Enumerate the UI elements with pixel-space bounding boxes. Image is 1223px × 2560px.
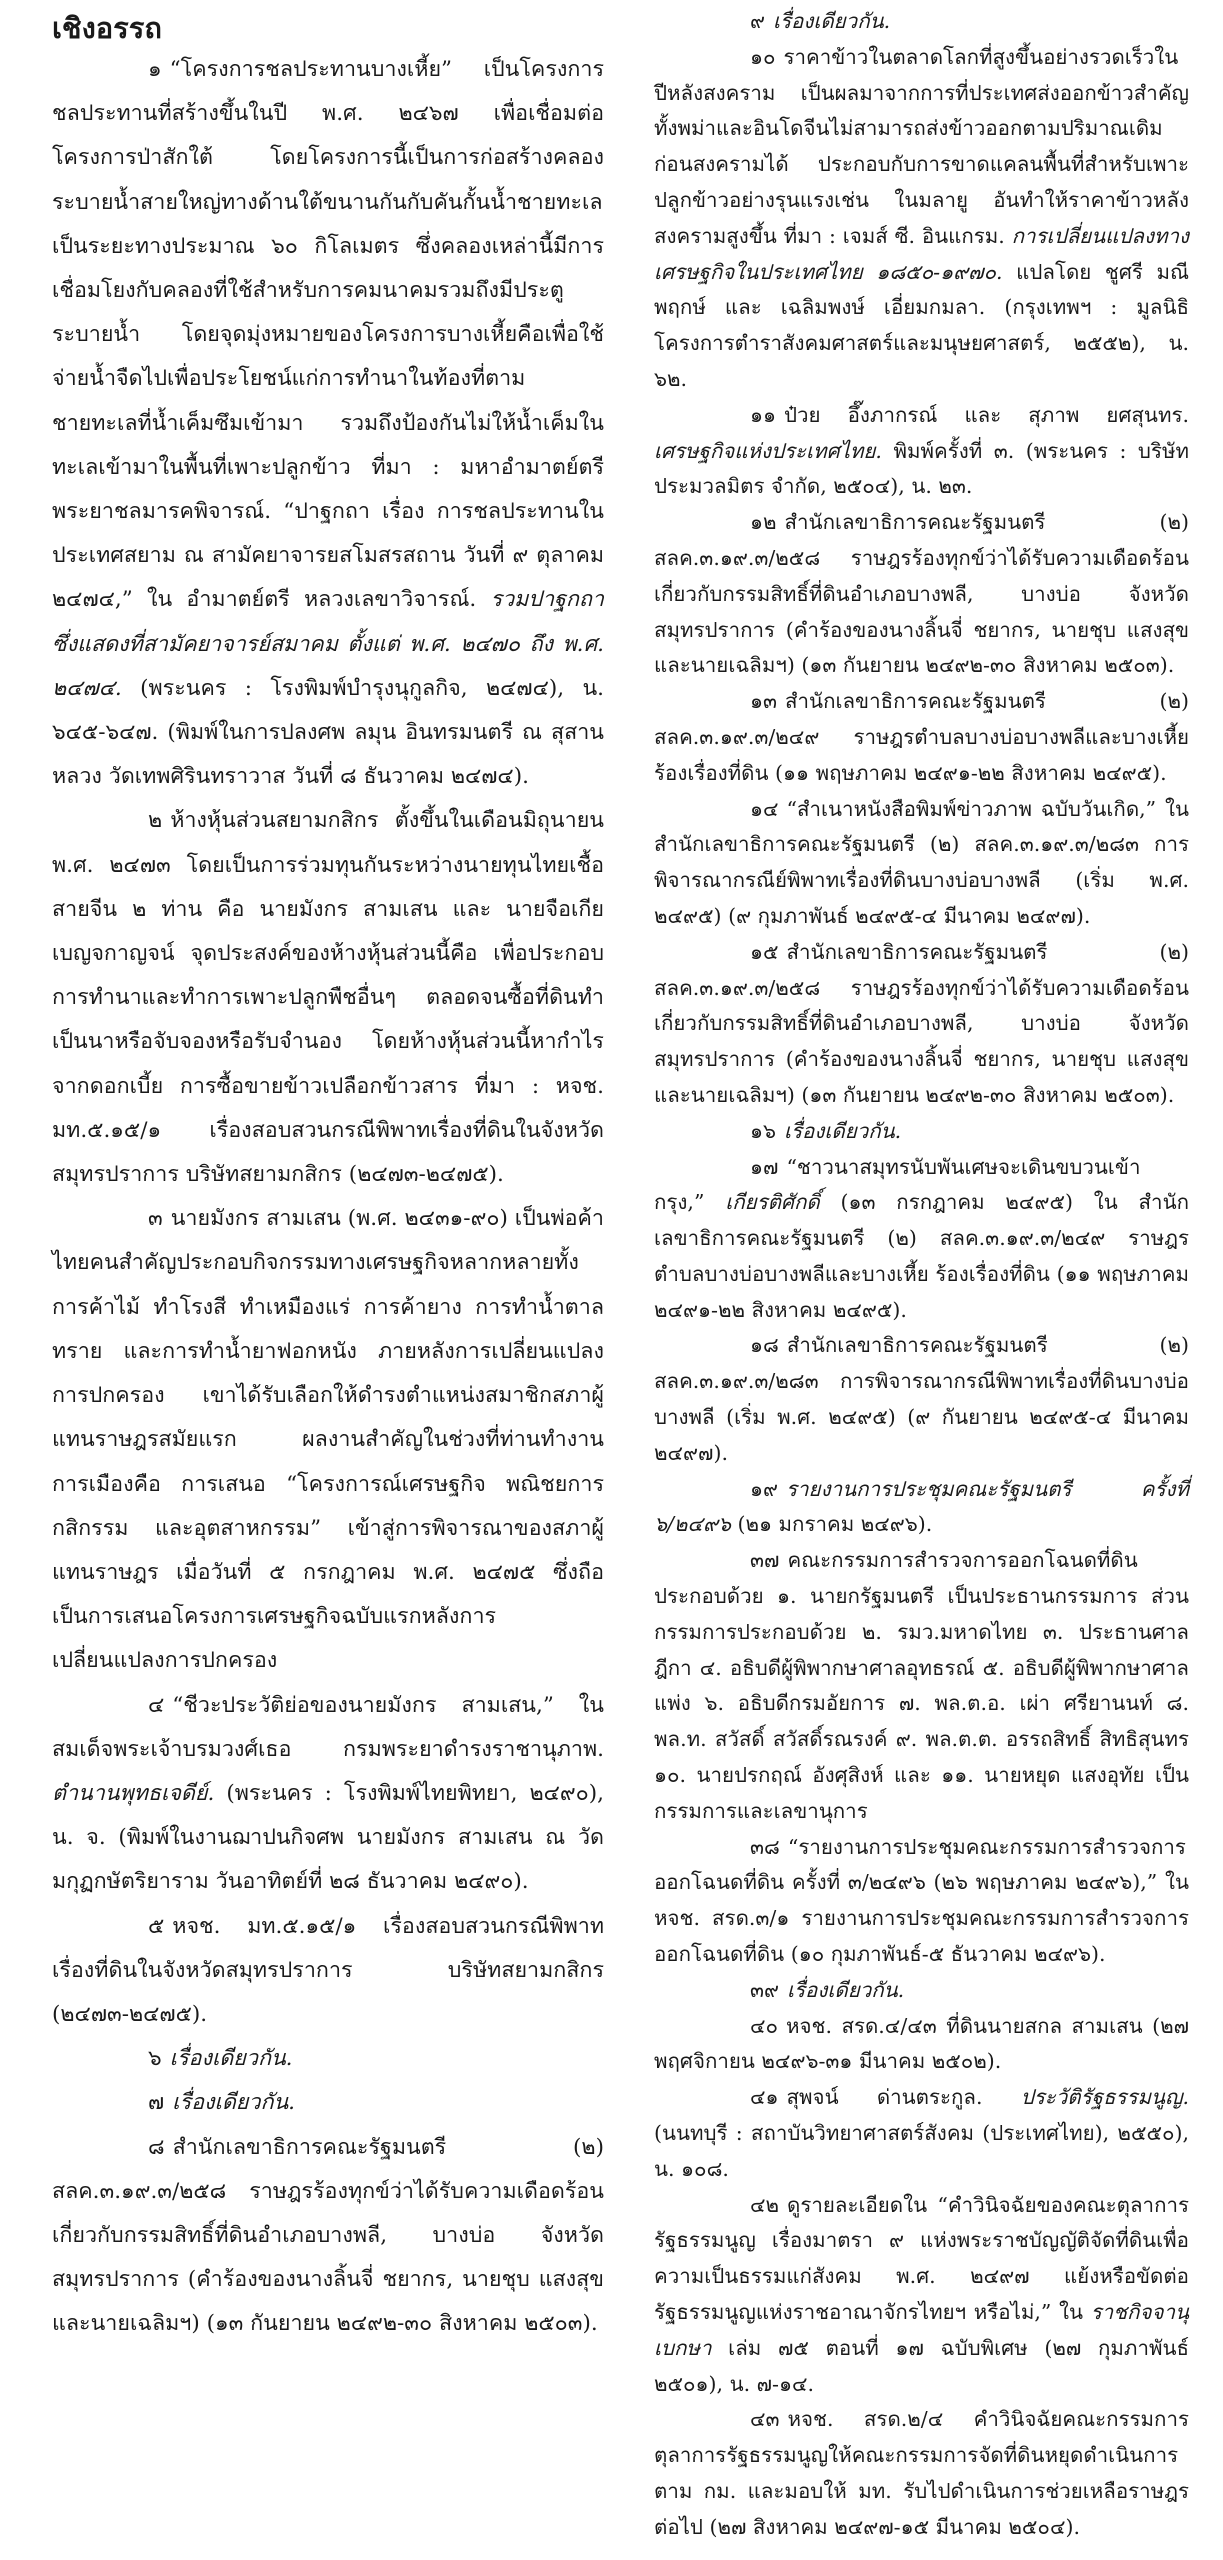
footnote-text: (พระนคร : โรงพิมพ์บำรุงนุกูลกิจ, ๒๔๗๔), น. ๖๔๕-๖๔๗. (พิมพ์ในการปลงศพ ลมุน อินทรมนตรี ณ สุสานหลวง วัดเทพศิรินทราวาส วันที่ ๘ ธันวาคม ๒๔๗๔). — [52, 675, 604, 790]
footnote-number: ๑๘ — [750, 1333, 779, 1358]
footnote — [654, 2402, 1189, 2545]
footnote-number: ๑๑ — [750, 402, 777, 427]
footnote-text: หจช. สรด.๒/๔ คำวินิจฉัยคณะกรรมการตุลาการรัฐธรรมนูญให้คณะกรรมการจัดที่ดินหยุดดำเนินการตาม กม. และมอบให้ มท. รับไปดำเนินการช่วยเหลือราษฎรต่อไป (๒๗ สิงหาคม ๒๔๙๗-๑๕ มีนาคม ๒๕๐๔). — [654, 2407, 1189, 2539]
footnote-text: หจช. มท.๕.๑๕/๑ เรื่องสอบสวนกรณีพิพาทเรื่องที่ดินในจังหวัดสมุทรปราการ บริษัทสยามกสิกร (๒๔๗๓-๒๔๗๕). — [52, 1913, 604, 2027]
footnote-title-italic: ตำนานพุทธเจดีย์. — [52, 1780, 215, 1806]
right-column — [654, 0, 1189, 2546]
footnote — [654, 1472, 1189, 1544]
footnote-title-italic: เรื่องเดียวกัน. — [787, 1977, 905, 2002]
footnote-text: “สำเนาหนังสือพิมพ์ข่าวภาพ ฉบับวันเกิด,” ใน สำนักเลขาธิการคณะรัฐมนตรี (๒) สลค.๓.๑๙.๓/๒๘๓ การพิจารณากรณีย์พิพาทเรื่องที่ดินบางบ่อบางพลี (เริ่ม พ.ศ. ๒๔๙๕) (๙ กุมภาพันธ์ ๒๔๙๕-๔ มีนาคม ๒๔๙๗). — [654, 796, 1189, 928]
footnote — [52, 2037, 604, 2081]
footnote-title-italic: เรื่องเดียวกัน. — [773, 9, 891, 33]
footnote-text: สำนักเลขาธิการคณะรัฐมนตรี (๒) สลค.๓.๑๙.๓/๒๕๘ ราษฎรร้องทุกข์ว่าได้รับความเดือดร้อนเกี่ยวกับกรรมสิทธิ์ที่ดินอำเภอบางพลี, บางบ่อ จังหวัดสมุทรปราการ (คำร้องของนางลิ้นจี่ ชยากร, นายชุบ แสงสุข และนายเฉลิมฯ) (๑๓ กันยายน ๒๔๙๒-๓๐ สิงหาคม ๒๕๐๓). — [52, 2134, 604, 2337]
footnote — [52, 1905, 604, 2038]
footnote-title-italic: เรื่องเดียวกัน. — [169, 2046, 293, 2072]
footnote-text: สำนักเลขาธิการคณะรัฐมนตรี (๒) สลค.๓.๑๙.๓/๒๕๘ ราษฎรร้องทุกข์ว่าได้รับความเดือดร้อนเกี่ยวกับกรรมสิทธิ์ที่ดินอำเภอบางพลี, บางบ่อ จังหวัดสมุทรปราการ (คำร้องของนางลิ้นจี่ ชยากร, นายชุบ แสงสุข และนายเฉลิมฯ) (๑๓ กันยายน ๒๔๙๒-๓๐ สิงหาคม ๒๕๐๓). — [654, 510, 1189, 678]
footnote — [52, 48, 604, 799]
footnote-title-italic: เกียรติศักดิ์ — [725, 1190, 820, 1215]
footnote-title-italic: เรื่องเดียวกัน. — [784, 1118, 902, 1143]
footnote-text: นายมังกร สามเสน (พ.ศ. ๒๔๓๑-๙๐) เป็นพ่อค้าไทยคนสำคัญประกอบกิจกรรมทางเศรษฐกิจหลากหลายทั้งการค้าไม้ ทำโรงสี ทำเหมืองแร่ การค้ายาง การทำน้ำตาลทราย และการทำน้ำยาฟอกหนัง ภายหลังการเปลี่ยนแปลงการปกครอง เขาได้รับเลือกให้ดำรงตำแหน่งสมาชิกสภาผู้แทนราษฎรสมัยแรก ผลงานสำคัญในช่วงที่ท่านทำงานการเมืองคือ การเสนอ “โครงการณ์เศรษฐกิจ พณิชยการ กสิกรรม และอุตสาหกรรม” เข้าสู่การพิจารณาของสภาผู้แทนราษฎร เมื่อวันที่ ๕ กรกฎาคม พ.ศ. ๒๔๗๕ ซึ่งถือเป็นการเสนอโครงการเศรษฐกิจฉบับแรกหลังการเปลี่ยนแปลงการปกครอง — [52, 1206, 604, 1674]
footnote-number: ๔๒ — [750, 2192, 780, 2217]
footnote-number: ๔๓ — [750, 2407, 780, 2432]
footnote — [654, 1543, 1189, 1829]
footnote — [52, 1197, 604, 1683]
footnote-title-italic: ราชกิจจานุเบกษา — [654, 2300, 1189, 2360]
footnote — [654, 4, 1189, 40]
footnote-text: เล่ม ๗๕ ตอนที่ ๑๗ ฉบับพิเศษ (๒๗ กุมภาพันธ์ ๒๕๐๑), น. ๗-๑๔. — [654, 2335, 1189, 2396]
footnote-text: ราคาข้าวในตลาดโลกที่สูงขึ้นอย่างรวดเร็วในปีหลังสงคราม เป็นผลมาจากการที่ประเทศส่งออกข้าวสำคัญทั้งพม่าและอินโดจีนไม่สามารถส่งข้าวออกตามปริมาณเดิมก่อนสงครามได้ ประกอบกับการขาดแคลนพื้นที่สำหรับเพาะปลูกข้าวอย่างรุนแรงเช่น ในมลายู อันทำให้ราคาข้าวหลังสงครามสูงขึ้น ที่มา : เจมส์ ซี. อินแกรม. — [654, 44, 1189, 248]
footnote-number: ๔๑ — [750, 2085, 779, 2110]
footnote — [654, 398, 1189, 505]
footnote-number: ๓๙ — [750, 1977, 780, 2002]
footnote-text: “ชีวะประวัติย่อของนายมังกร สามเสน,” ใน สมเด็จพระเจ้าบรมวงศ์เธอ กรมพระยาดำรงราชานุภาพ. — [52, 1692, 604, 1762]
footnote-title-italic: เศรษฐกิจแห่งประเทศไทย. — [654, 438, 882, 463]
left-footnotes — [52, 0, 604, 2347]
footnote-number: ๑๖ — [750, 1118, 777, 1143]
footnote-text: (๑๓ กรกฎาคม ๒๔๙๕) ใน สำนักเลขาธิการคณะรัฐมนตรี (๒) สลค.๓.๑๙.๓/๒๔๙ ราษฎรตำบลบางบ่อบางพลีและบางเหี้ย ร้องเรื่องที่ดิน (๑๑ พฤษภาคม ๒๔๙๑-๒๒ สิงหาคม ๒๔๙๕). — [654, 1190, 1189, 1322]
footnote-title-italic: ประวัติรัฐธรรมนูญ. — [1020, 2085, 1189, 2110]
footnote — [654, 2009, 1189, 2081]
footnote-text: “ชาวนาสมุทรนับพันเศษจะเดินขบวนเข้ากรุง,” — [654, 1154, 1141, 1215]
footnote-number: ๑๕ — [750, 939, 779, 964]
footnote-number: ๔ — [148, 1692, 165, 1718]
footnote-text: (พระนคร : โรงพิมพ์ไทยพิทยา, ๒๔๙๐), น. จ. (พิมพ์ในงานฌาปนกิจศพ นายมังกร สามเสน ณ วัดมกุฏกษัตริยาราม วันอาทิตย์ที่ ๒๘ ธันวาคม ๒๔๙๐). — [52, 1780, 604, 1895]
footnote-number: ๔๐ — [750, 2013, 779, 2038]
footnote-number: ๑๔ — [750, 796, 779, 821]
footnote — [52, 799, 604, 1197]
footnote — [654, 1830, 1189, 1973]
footnote-text: คณะกรรมการสำรวจการออกโฉนดที่ดิน ประกอบด้วย ๑. นายกรัฐมนตรี เป็นประธานกรรมการ ส่วนกรรมการประกอบด้วย ๒. รมว.มหาดไทย ๓. ประธานศาลฎีกา ๔. อธิบดีผู้พิพากษาศาลอุทธรณ์ ๕. อธิบดีผู้พิพากษาศาลแพ่ง ๖. อธิบดีกรมอัยการ ๗. พล.ต.อ. เผ่า ศรียานนท์ ๘. พล.ท. สวัสดิ์ สวัสดิ์รณรงค์ ๙. พล.ต.ต. อรรถสิทธิ์ สิทธิสุนทร ๑๐. นายปรกฤณ์ อังศุสิงห์ และ ๑๑. นายหยุด แสงอุทัย เป็นกรรมการและเลขานุการ — [654, 1548, 1189, 1823]
footnote-text: สำนักเลขาธิการคณะรัฐมนตรี (๒) สลค.๓.๑๙.๓/๒๘๓ การพิจารณากรณีพิพาทเรื่องที่ดินบางบ่อบางพลี (เริ่ม พ.ศ. ๒๔๙๕) (๙ กันยายน ๒๔๙๕-๔ มีนาคม ๒๔๙๗). — [654, 1333, 1189, 1465]
footnote-number: ๓๘ — [750, 1834, 780, 1859]
footnote-text: ห้างหุ้นส่วนสยามกสิกร ตั้งขึ้นในเดือนมิถุนายน พ.ศ. ๒๔๗๓ โดยเป็นการร่วมทุนกันระหว่างนายทุนไทยเชื้อสายจีน ๒ ท่าน คือ นายมังกร สามเสน และ นายจือเกีย เบญจกาญจน์ จุดประสงค์ของห้างหุ้นส่วนนี้คือ เพื่อประกอบการทำนาและทำการเพาะปลูกพืชอื่นๆ ตลอดจนซื้อที่ดินทำเป็นนาหรือจับจองหรือรับจำนอง โดยห้างหุ้นส่วนนี้หากำไรจากดอกเบี้ย การซื้อขายข้าวเปลือกข้าวสาร ที่มา : หจช. มท.๕.๑๕/๑ เรื่องสอบสวนกรณีพิพาทเรื่องที่ดินในจังหวัดสมุทรปราการ บริษัทสยามกสิกร (๒๔๗๓-๒๔๗๕). — [52, 808, 604, 1188]
footnote-title-italic: การเปลี่ยนแปลงทางเศรษฐกิจในประเทศไทย ๑๘๕๐-๑๙๗๐. — [654, 223, 1189, 284]
footnote — [654, 1973, 1189, 2009]
footnote — [654, 935, 1189, 1114]
footnote — [654, 2080, 1189, 2187]
footnote-number: ๗ — [148, 2090, 165, 2116]
footnote-text: หจช. สรด.๔/๔๓ ที่ดินนายสกล สามเสน (๒๗ พฤศจิกายน ๒๔๙๖-๓๑ มีนาคม ๒๕๐๒). — [654, 2013, 1189, 2074]
footnotes-heading: เชิงอรรถ — [52, 11, 162, 45]
footnote — [52, 2081, 604, 2125]
footnote — [654, 792, 1189, 935]
footnote-text: แปลโดย ชูศรี มณีพฤกษ์ และ เฉลิมพงษ์ เอี่ยมกมลา. (กรุงเทพฯ : มูลนิธิโครงการตำราสังคมศาสตร์และมนุษยศาสตร์, ๒๕๕๒), น. ๖๒. — [654, 259, 1189, 391]
footnote-text: (นนทบุรี : สถาบันวิทยาศาสตร์สังคม (ประเทศไทย), ๒๕๕๐), น. ๑๐๘. — [654, 2121, 1189, 2181]
left-column — [52, 0, 604, 2347]
footnote — [654, 2188, 1189, 2403]
footnote-title-italic: รายงานการประชุมคณะรัฐมนตรี ครั้งที่ ๖/๒๔๙๖ — [654, 1476, 1189, 1537]
footnote-text: สุพจน์ ด่านตระกูล. — [786, 2085, 1021, 2110]
footnote — [654, 1114, 1189, 1150]
footnote-number: ๖ — [148, 2046, 162, 2072]
footnote-number: ๑๓ — [750, 689, 778, 714]
footnote — [654, 40, 1189, 398]
footnote — [654, 505, 1189, 684]
footnote-number: ๓ — [148, 1206, 163, 1232]
footnote-text: ป๋วย อึ๊งภากรณ์ และ สุภาพ ยศสุนทร. — [784, 402, 1189, 427]
footnote-number: ๙ — [750, 9, 766, 33]
footnote-number: ๘ — [148, 2134, 165, 2160]
footnote — [654, 684, 1189, 791]
footnote-number: ๓๗ — [750, 1548, 780, 1573]
footnote — [52, 2126, 604, 2347]
footnote-text: “โครงการชลประทานบางเหี้ย” เป็นโครงการชลประทานที่สร้างขึ้นในปี พ.ศ. ๒๔๖๗ เพื่อเชื่อมต่อโครงการป่าสักใต้ โดยโครงการนี้เป็นการก่อสร้างคลองระบายน้ำสายใหญ่ทางด้านใต้ขนานกันกับคันกั้นน้ำชายทะเลเป็นระยะทางประมาณ ๖๐ กิโลเมตร ซึ่งคลองเหล่านี้มีการเชื่อมโยงกับคลองที่ใช้สำหรับการคมนาคมรวมถึงมีประตูระบายน้ำ โดยจุดมุ่งหมายของโครงการบางเหี้ยคือเพื่อใช้จ่ายน้ำจืดไปเพื่อประโยชน์แก่การทำนาในท้องที่ตามชายทะเลที่น้ำเค็มซึมเข้ามา รวมถึงป้องกันไม่ให้น้ำเค็มในทะเลเข้ามาในพื้นที่เพาะปลูกข้าว ที่มา : มหาอำมาตย์ตรี พระยาชลมารคพิจารณ์. “ปาฐกถา เรื่อง การชลประทานในประเทศสยาม ณ สามัคยาจารยสโมสรสถาน วันที่ ๙ ตุลาคม ๒๔๗๔,” ใน อำมาตย์ตรี หลวงเลขาวิจารณ์. — [52, 57, 604, 613]
footnote-number: ๑๗ — [750, 1154, 779, 1179]
footnote — [654, 1150, 1189, 1329]
footnote-text: สำนักเลขาธิการคณะรัฐมนตรี (๒) สลค.๓.๑๙.๓/๒๔๙ ราษฎรตำบลบางบ่อบางพลีและบางเหี้ย ร้องเรื่องที่ดิน (๑๑ พฤษภาคม ๒๔๙๑-๒๒ สิงหาคม ๒๔๙๕). — [654, 689, 1189, 785]
footnote-text: สำนักเลขาธิการคณะรัฐมนตรี (๒) สลค.๓.๑๙.๓/๒๕๘ ราษฎรร้องทุกข์ว่าได้รับความเดือดร้อนเกี่ยวกับกรรมสิทธิ์ที่ดินอำเภอบางพลี, บางบ่อ จังหวัดสมุทรปราการ (คำร้องของนางลิ้นจี่ ชยากร, นายชุบ แสงสุข และนายเฉลิมฯ) (๑๓ กันยายน ๒๔๙๒-๓๐ สิงหาคม ๒๕๐๓). — [654, 939, 1189, 1107]
footnote-text: (๒๑ มกราคม ๒๔๙๖). — [730, 1512, 933, 1537]
footnote-number: ๕ — [148, 1913, 165, 1939]
footnote-text: ดูรายละเอียดใน “คำวินิจฉัยของคณะตุลาการรัฐธรรมนูญ เรื่องมาตรา ๙ แห่งพระราชบัญญัติจัดที่ดินเพื่อความเป็นธรรมแก่สังคม พ.ศ. ๒๔๙๗ แย้งหรือขัดต่อรัฐธรรมนูญแห่งราชอาณาจักรไทยฯ หรือไม่,” ใน — [654, 2192, 1189, 2324]
footnote-number: ๑๙ — [750, 1476, 779, 1501]
footnote-text: พิมพ์ครั้งที่ ๓. (พระนคร : บริษัทประมวลมิตร จำกัด, ๒๕๐๔), น. ๒๓. — [654, 438, 1189, 499]
footnote-title-italic: รวมปาฐกถา ซึ่งแสดงที่สามัคยาจารย์สมาคม ตั้งแต่ พ.ศ. ๒๔๗๐ ถึง พ.ศ. ๒๔๗๔. — [52, 587, 604, 701]
footnote-number: ๑๒ — [750, 510, 777, 535]
right-footnotes — [654, 0, 1189, 2546]
footnote — [654, 1328, 1189, 1471]
footnote-number: ๑ — [148, 57, 162, 82]
footnote-title-italic: เรื่องเดียวกัน. — [172, 2090, 296, 2116]
footnote-number: ๒ — [148, 808, 163, 834]
footnote-number: ๑๐ — [750, 44, 776, 69]
footnote-text: “รายงานการประชุมคณะกรรมการสำรวจการออกโฉนดที่ดิน ครั้งที่ ๓/๒๔๙๖ (๒๖ พฤษภาคม ๒๔๙๖),” ใน หจช. สรด.๓/๑ รายงานการประชุมคณะกรรมการสำรวจการออกโฉนดที่ดิน (๑๐ กุมภาพันธ์-๕ ธันวาคม ๒๔๙๖). — [654, 1834, 1189, 1967]
footnote — [52, 1684, 604, 1905]
